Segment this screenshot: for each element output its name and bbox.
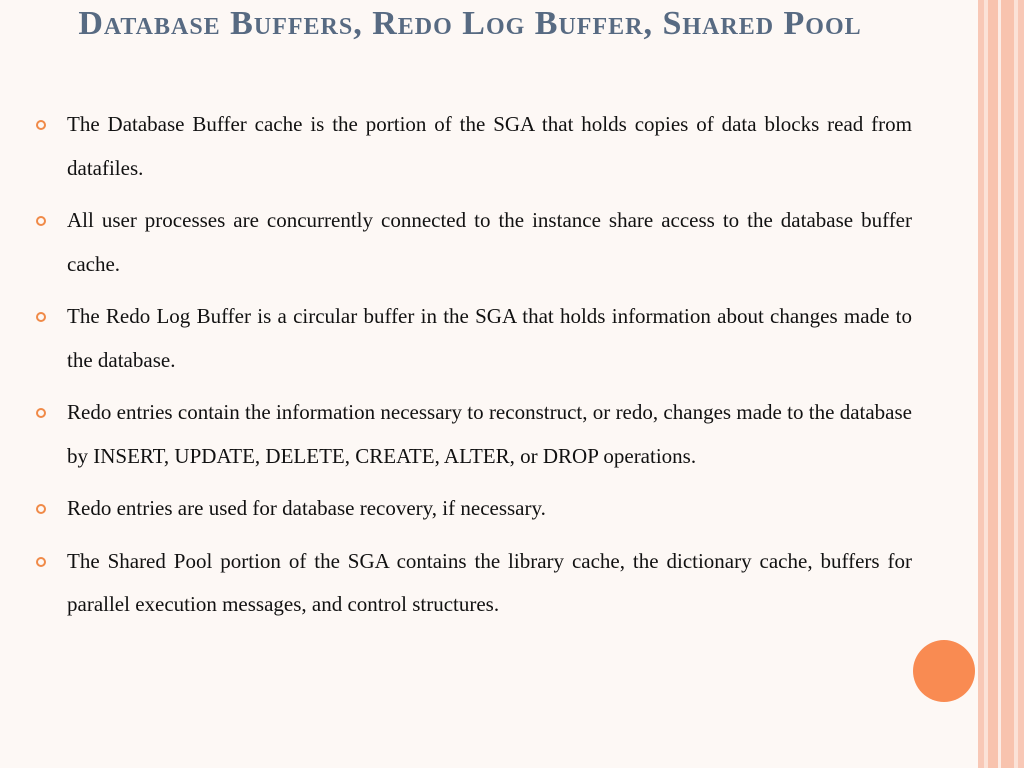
bullet-item (36, 295, 912, 382)
circle-bullet-icon (36, 120, 46, 130)
circle-bullet-icon (36, 504, 46, 514)
side-stripe (1001, 0, 1014, 768)
circle-bullet-icon (36, 408, 46, 418)
circle-bullet-icon (36, 216, 46, 226)
bullet-item (36, 103, 912, 190)
side-stripe (988, 0, 998, 768)
circle-bullet-icon (36, 557, 46, 567)
bullet-item (36, 487, 912, 531)
bullet-text: The Database Buffer cache is the portion of the SGA that holds copies of data blocks read from datafiles. (67, 112, 912, 180)
bullet-item (36, 391, 912, 478)
circle-bullet-icon (36, 312, 46, 322)
bullet-text: The Shared Pool portion of the SGA contains the library cache, the dictionary cache, buffers for parallel execution messages, and control structures. (67, 548, 912, 616)
bullet-text: Redo entries contain the information necessary to reconstruct, or redo, changes made to the database by INSERT, UPDATE, DELETE, CREATE, ALTER, or DROP operations. (67, 400, 912, 468)
side-stripe (1018, 0, 1024, 768)
decorative-orange-circle (913, 640, 975, 702)
bullet-text: The Redo Log Buffer is a circular buffer in the SGA that holds information about changes made to the database. (67, 304, 912, 372)
bullet-item (36, 199, 912, 286)
slide-title: Database Buffers, Redo Log Buffer, Shared Pool (78, 5, 862, 42)
bullet-list (36, 103, 912, 636)
bullet-text: All user processes are concurrently connected to the instance share access to the database buffer cache. (67, 208, 912, 276)
bullet-text: Redo entries are used for database recovery, if necessary. (67, 496, 546, 520)
bullet-item (36, 540, 912, 627)
